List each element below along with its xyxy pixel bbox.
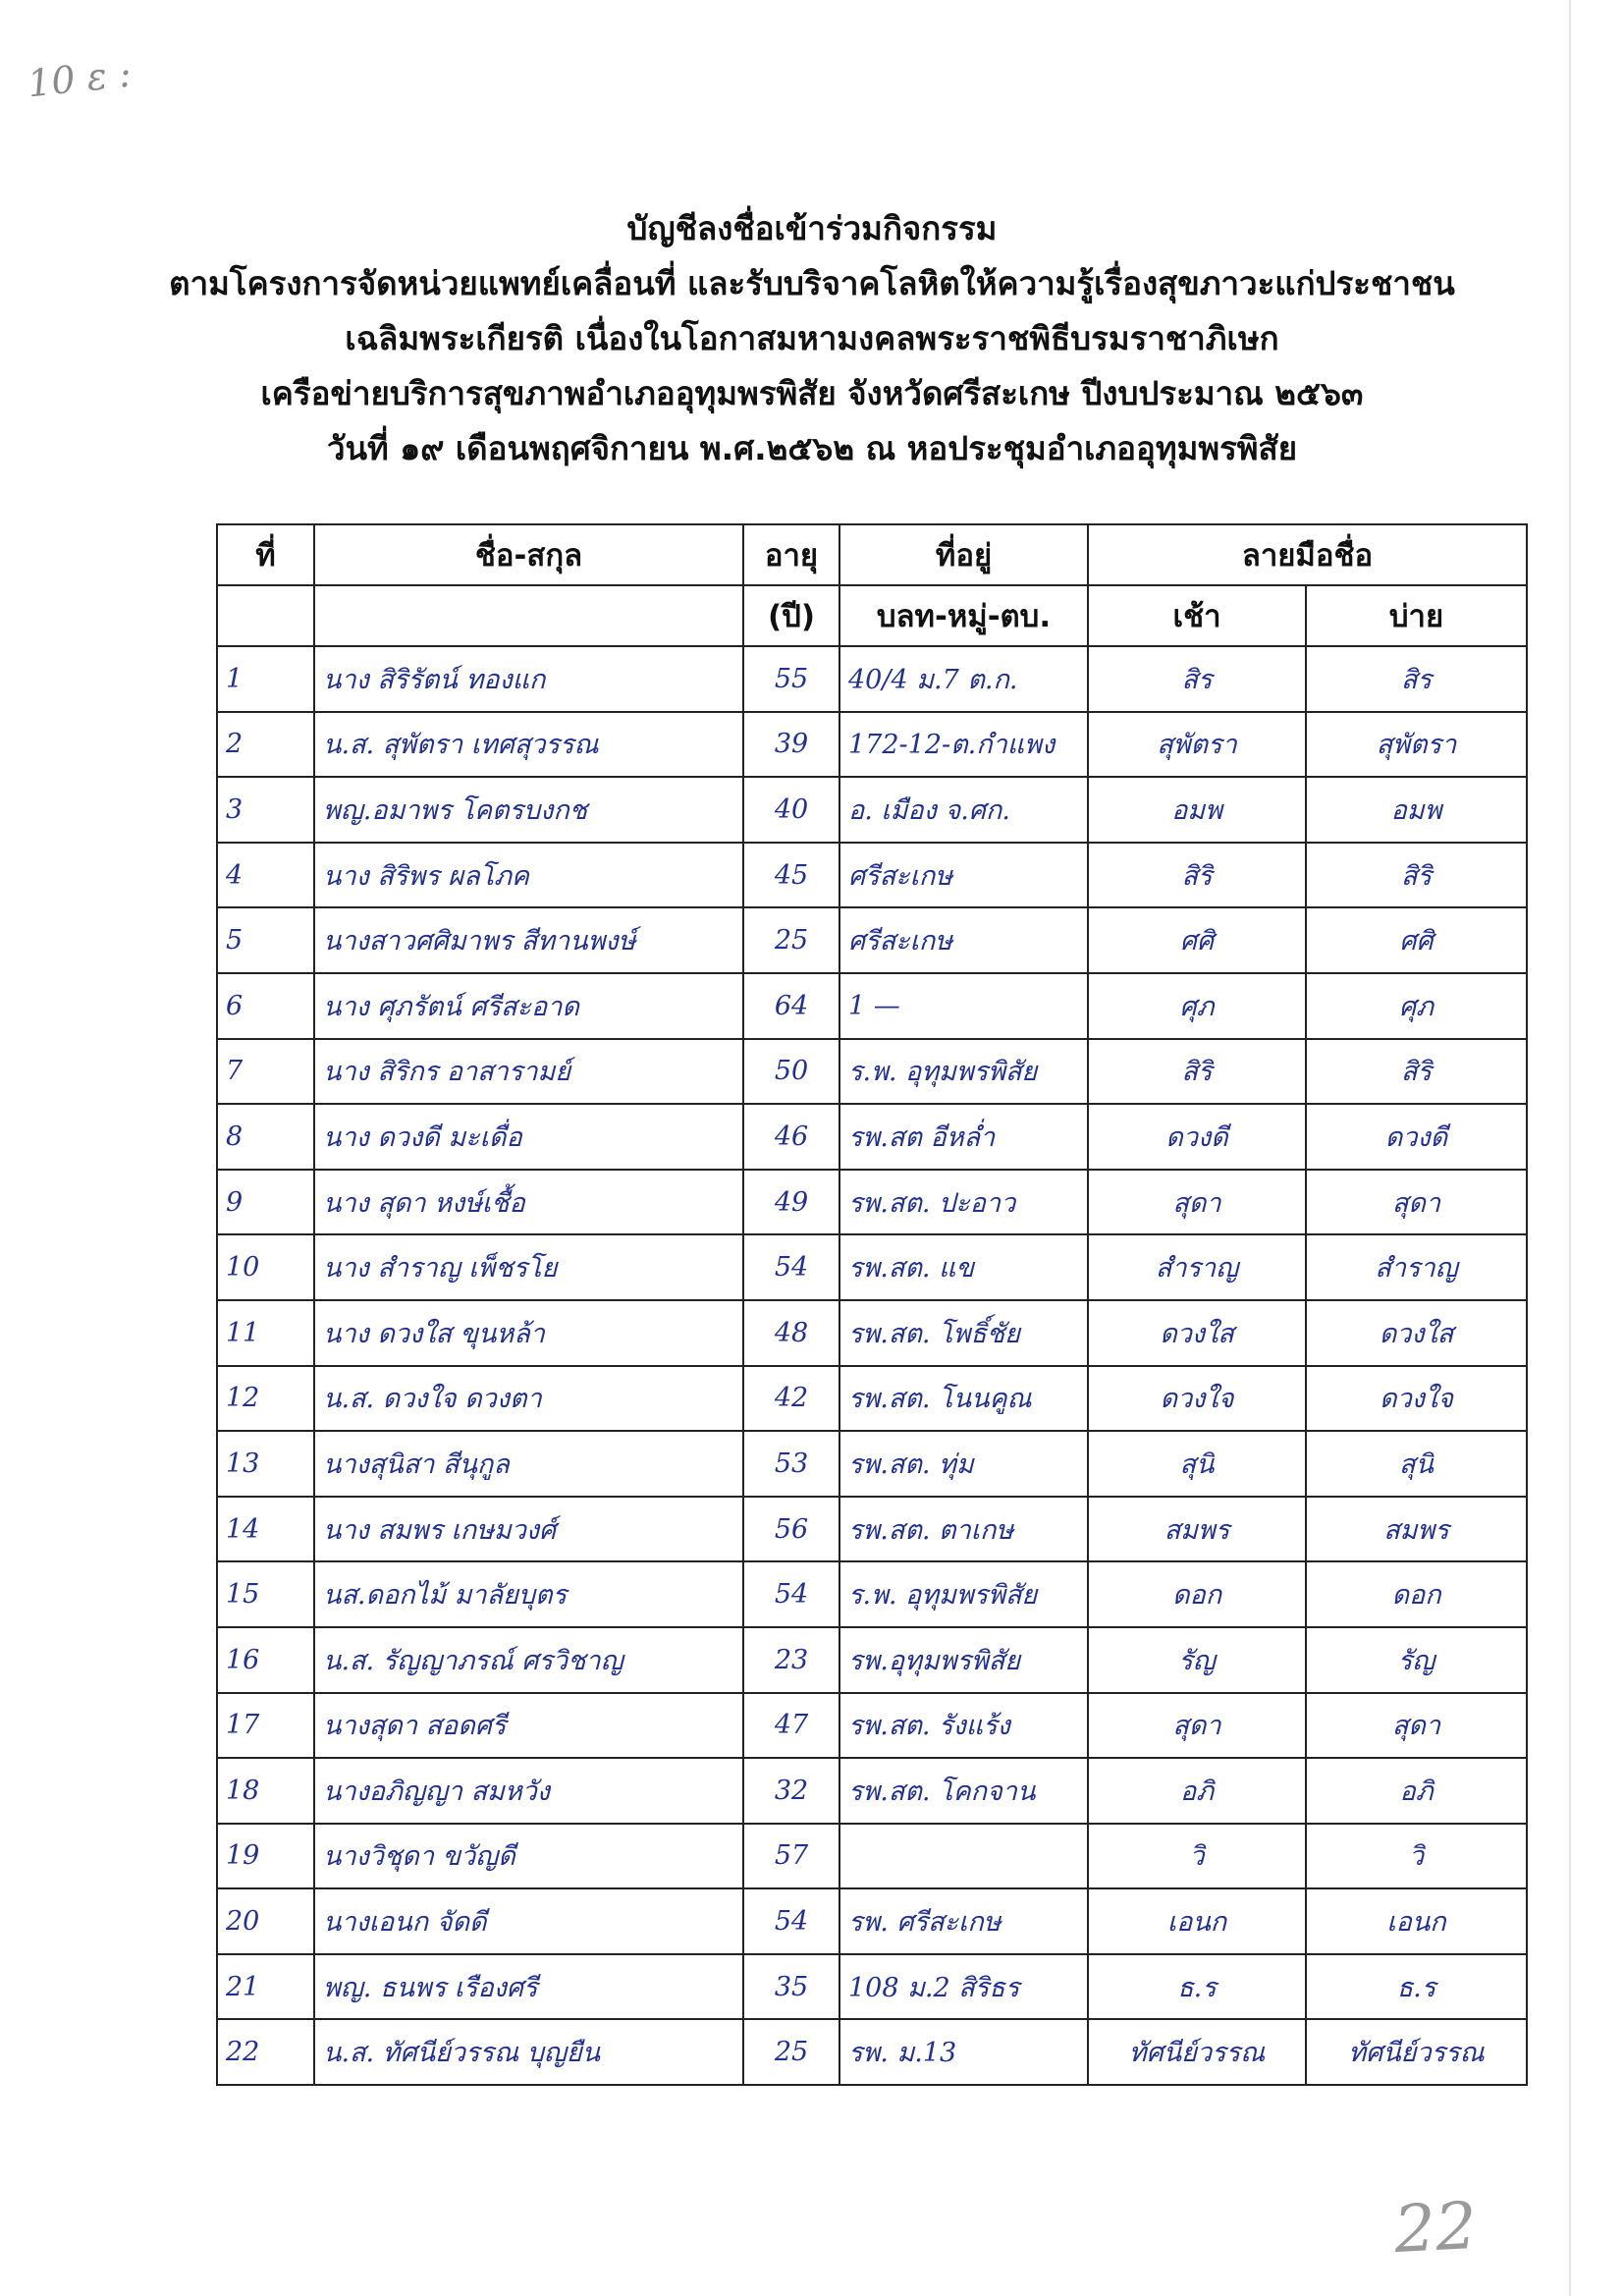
- table-row: [217, 1234, 1527, 1300]
- participant-age: 64: [743, 973, 839, 1039]
- morning-signature: ทัศนีย์วรรณ: [1088, 2019, 1306, 2085]
- row-number: 18: [217, 1758, 314, 1824]
- row-number: 6: [217, 973, 314, 1039]
- participant-address: [839, 1824, 1088, 1889]
- table-row: [217, 1366, 1527, 1432]
- table-row: [217, 1824, 1527, 1889]
- table-row: [217, 2019, 1527, 2085]
- participant-age: 50: [743, 1039, 839, 1105]
- participant-address: รพ. ศรีสะเกษ: [839, 1888, 1088, 1954]
- document-title: [0, 201, 1624, 476]
- table-row: [217, 1300, 1527, 1366]
- row-number: 5: [217, 907, 314, 973]
- participant-age: 57: [743, 1824, 839, 1889]
- participant-name: นางสุนิสา สีนุกูล: [314, 1431, 743, 1497]
- morning-signature: ศุภ: [1088, 973, 1306, 1039]
- row-number: 2: [217, 712, 314, 778]
- participant-name: นาง สิริรัตน์ ทองแก: [314, 646, 743, 712]
- afternoon-signature: สิร: [1306, 646, 1527, 712]
- header-name-cont: [314, 585, 743, 646]
- participant-address: รพ.อุทุมพรพิสัย: [839, 1627, 1088, 1693]
- row-number: 21: [217, 1954, 314, 2020]
- morning-signature: สุดา: [1088, 1170, 1306, 1235]
- participant-address: รพ.สต. โพธิ์ชัย: [839, 1300, 1088, 1366]
- participant-address: รพ.สต. แข: [839, 1234, 1088, 1300]
- table-body: [217, 646, 1527, 2085]
- header-no: ที่: [217, 524, 314, 585]
- afternoon-signature: ดวงใส: [1306, 1300, 1527, 1366]
- afternoon-signature: ศุภ: [1306, 973, 1527, 1039]
- table-row: [217, 1627, 1527, 1693]
- participant-address: ร.พ. อุทุมพรพิสัย: [839, 1039, 1088, 1105]
- morning-signature: สำราญ: [1088, 1234, 1306, 1300]
- participant-address: รพ. ม.13: [839, 2019, 1088, 2085]
- title-line-2: ตามโครงการจัดหน่วยแพทย์เคลื่อนที่ และรับบริจาคโลหิตให้ความรู้เรื่องสุขภาวะแก่ประชาชน: [169, 264, 1455, 302]
- afternoon-signature: ศศิ: [1306, 907, 1527, 973]
- morning-signature: สมพร: [1088, 1497, 1306, 1562]
- morning-signature: สิริ: [1088, 1039, 1306, 1105]
- morning-signature: สุพัตรา: [1088, 712, 1306, 778]
- participant-age: 47: [743, 1693, 839, 1759]
- row-number: 4: [217, 843, 314, 908]
- afternoon-signature: ดวงใจ: [1306, 1366, 1527, 1432]
- header-age-unit: (ปี): [743, 585, 839, 646]
- title-line-5: วันที่ ๑๙ เดือนพฤศจิกายน พ.ศ.๒๕๖๒ ณ หอประชุมอำเภออุทุมพรพิสัย: [326, 429, 1298, 467]
- participant-address: ศรีสะเกษ: [839, 907, 1088, 973]
- morning-signature: อภิ: [1088, 1758, 1306, 1824]
- participant-name: นาง สิริกร อาสารามย์: [314, 1039, 743, 1105]
- header-address-format: บลท-หมู่-ตบ.: [839, 585, 1088, 646]
- participant-name: พญ. ธนพร เรืองศรี: [314, 1954, 743, 2020]
- row-number: 1: [217, 646, 314, 712]
- row-number: 16: [217, 1627, 314, 1693]
- participant-address: รพ.สต. โคกจาน: [839, 1758, 1088, 1824]
- participant-name: นาง สุดา หงษ์เชื้อ: [314, 1170, 743, 1235]
- participant-name: น.ส. รัญญาภรณ์ ศรวิชาญ: [314, 1627, 743, 1693]
- morning-signature: สิริ: [1088, 843, 1306, 908]
- morning-signature: สิร: [1088, 646, 1306, 712]
- participant-name: นางสาวศศิมาพร สีทานพงษ์: [314, 907, 743, 973]
- afternoon-signature: วิ: [1306, 1824, 1527, 1889]
- table-row: [217, 646, 1527, 712]
- row-number: 19: [217, 1824, 314, 1889]
- participant-name: นส.ดอกไม้ มาลัยบุตร: [314, 1561, 743, 1627]
- participant-name: นางเอนก จัดดี: [314, 1888, 743, 1954]
- table-row: [217, 1758, 1527, 1824]
- row-number: 8: [217, 1104, 314, 1170]
- row-number: 15: [217, 1561, 314, 1627]
- row-number: 17: [217, 1693, 314, 1759]
- participant-address: รพ.สต. ปะอาว: [839, 1170, 1088, 1235]
- participant-address: รพ.สต. รังแร้ง: [839, 1693, 1088, 1759]
- participant-age: 49: [743, 1170, 839, 1235]
- participant-name: น.ส. สุพัตรา เทศสุวรรณ: [314, 712, 743, 778]
- morning-signature: ธ.ร: [1088, 1954, 1306, 2020]
- row-number: 3: [217, 777, 314, 843]
- title-line-4: เครือข่ายบริการสุขภาพอำเภออุทุมพรพิสัย จังหวัดศรีสะเกษ ปีงบประมาณ ๒๕๖๓: [260, 374, 1364, 412]
- participant-name: นางวิชุดา ขวัญดี: [314, 1824, 743, 1889]
- attendance-table: [216, 523, 1528, 2086]
- table-row: [217, 1497, 1527, 1562]
- participant-age: 53: [743, 1431, 839, 1497]
- afternoon-signature: สิริ: [1306, 1039, 1527, 1105]
- participant-age: 25: [743, 2019, 839, 2085]
- header-afternoon: บ่าย: [1306, 585, 1527, 646]
- header-morning: เช้า: [1088, 585, 1306, 646]
- participant-age: 35: [743, 1954, 839, 2020]
- participant-age: 56: [743, 1497, 839, 1562]
- title-line-3: เฉลิมพระเกียรติ เนื่องในโอกาสมหามงคลพระราชพิธีบรมราชาภิเษก: [345, 319, 1279, 357]
- participant-age: 54: [743, 1561, 839, 1627]
- participant-name: นางสุดา สอดศรี: [314, 1693, 743, 1759]
- table-row: [217, 1039, 1527, 1105]
- participant-address: 172-12-ต.กำแพง: [839, 712, 1088, 778]
- morning-signature: รัญ: [1088, 1627, 1306, 1693]
- participant-address: รพ.สต. ทุ่ม: [839, 1431, 1088, 1497]
- morning-signature: สุดา: [1088, 1693, 1306, 1759]
- morning-signature: ศศิ: [1088, 907, 1306, 973]
- participant-age: 55: [743, 646, 839, 712]
- afternoon-signature: อภิ: [1306, 1758, 1527, 1824]
- afternoon-signature: ดอก: [1306, 1561, 1527, 1627]
- morning-signature: เอนก: [1088, 1888, 1306, 1954]
- row-number: 22: [217, 2019, 314, 2085]
- morning-signature: สุนิ: [1088, 1431, 1306, 1497]
- row-number: 14: [217, 1497, 314, 1562]
- participant-age: 39: [743, 712, 839, 778]
- participant-name: นาง สำราญ เพ็ชรโย: [314, 1234, 743, 1300]
- participant-name: นาง ดวงใส ขุนหล้า: [314, 1300, 743, 1366]
- afternoon-signature: รัญ: [1306, 1627, 1527, 1693]
- table-row: [217, 843, 1527, 908]
- corner-handwritten-note: 10 ε :: [25, 51, 134, 106]
- participant-name: นาง ดวงดี มะเดื่อ: [314, 1104, 743, 1170]
- participant-address: ศรีสะเกษ: [839, 843, 1088, 908]
- table-row: [217, 1561, 1527, 1627]
- morning-signature: ดวงดี: [1088, 1104, 1306, 1170]
- afternoon-signature: เอนก: [1306, 1888, 1527, 1954]
- table-row: [217, 1888, 1527, 1954]
- page-count-note: 22: [1392, 2187, 1479, 2269]
- participant-name: พญ.อมาพร โคตรบงกช: [314, 777, 743, 843]
- morning-signature: ดอก: [1088, 1561, 1306, 1627]
- participant-address: 40/4 ม.7 ต.ก.: [839, 646, 1088, 712]
- row-number: 9: [217, 1170, 314, 1235]
- participant-name: นาง ศุภรัตน์ ศรีสะอาด: [314, 973, 743, 1039]
- table-row: [217, 1693, 1527, 1759]
- participant-name: น.ส. ดวงใจ ดวงตา: [314, 1366, 743, 1432]
- participant-age: 42: [743, 1366, 839, 1432]
- row-number: 20: [217, 1888, 314, 1954]
- participant-age: 54: [743, 1888, 839, 1954]
- morning-signature: อมพ: [1088, 777, 1306, 843]
- participant-age: 45: [743, 843, 839, 908]
- table-row: [217, 1170, 1527, 1235]
- participant-age: 25: [743, 907, 839, 973]
- row-number: 12: [217, 1366, 314, 1432]
- table-row: [217, 777, 1527, 843]
- participant-address: รพ.สต. ตาเกษ: [839, 1497, 1088, 1562]
- afternoon-signature: ดวงดี: [1306, 1104, 1527, 1170]
- participant-age: 54: [743, 1234, 839, 1300]
- table-row: [217, 712, 1527, 778]
- row-number: 13: [217, 1431, 314, 1497]
- participant-address: รพ.สต อีหล่ำ: [839, 1104, 1088, 1170]
- afternoon-signature: ธ.ร: [1306, 1954, 1527, 2020]
- morning-signature: ดวงใจ: [1088, 1366, 1306, 1432]
- morning-signature: วิ: [1088, 1824, 1306, 1889]
- header-address: ที่อยู่: [839, 524, 1088, 585]
- participant-address: 108 ม.2 สิริธร: [839, 1954, 1088, 2020]
- participant-address: ร.พ. อุทุมพรพิสัย: [839, 1561, 1088, 1627]
- table-row: [217, 907, 1527, 973]
- table-row: [217, 1431, 1527, 1497]
- participant-address: อ. เมือง จ.ศก.: [839, 777, 1088, 843]
- participant-age: 32: [743, 1758, 839, 1824]
- row-number: 11: [217, 1300, 314, 1366]
- afternoon-signature: สมพร: [1306, 1497, 1527, 1562]
- participant-name: นาง สิริพร ผลโภค: [314, 843, 743, 908]
- participant-name: น.ส. ทัศนีย์วรรณ บุญยืน: [314, 2019, 743, 2085]
- header-signature: ลายมือชื่อ: [1088, 524, 1527, 585]
- title-line-1: บัญชีลงชื่อเข้าร่วมกิจกรรม: [626, 209, 998, 247]
- header-name: ชื่อ-สกุล: [314, 524, 743, 585]
- afternoon-signature: สุดา: [1306, 1170, 1527, 1235]
- table-row: [217, 973, 1527, 1039]
- participant-address: 1 —: [839, 973, 1088, 1039]
- afternoon-signature: สุนิ: [1306, 1431, 1527, 1497]
- participant-age: 40: [743, 777, 839, 843]
- morning-signature: ดวงใส: [1088, 1300, 1306, 1366]
- table-header: [217, 524, 1527, 646]
- afternoon-signature: ทัศนีย์วรรณ: [1306, 2019, 1527, 2085]
- participant-name: นางอภิญญา สมหวัง: [314, 1758, 743, 1824]
- table-row: [217, 1954, 1527, 2020]
- participant-age: 46: [743, 1104, 839, 1170]
- participant-age: 48: [743, 1300, 839, 1366]
- header-age: อายุ: [743, 524, 839, 585]
- afternoon-signature: สุพัตรา: [1306, 712, 1527, 778]
- afternoon-signature: สุดา: [1306, 1693, 1527, 1759]
- table-row: [217, 1104, 1527, 1170]
- afternoon-signature: สิริ: [1306, 843, 1527, 908]
- participant-name: นาง สมพร เกษมวงศ์: [314, 1497, 743, 1562]
- participant-age: 23: [743, 1627, 839, 1693]
- row-number: 10: [217, 1234, 314, 1300]
- row-number: 7: [217, 1039, 314, 1105]
- header-no-cont: [217, 585, 314, 646]
- participant-address: รพ.สต. โนนคูณ: [839, 1366, 1088, 1432]
- afternoon-signature: สำราญ: [1306, 1234, 1527, 1300]
- afternoon-signature: อมพ: [1306, 777, 1527, 843]
